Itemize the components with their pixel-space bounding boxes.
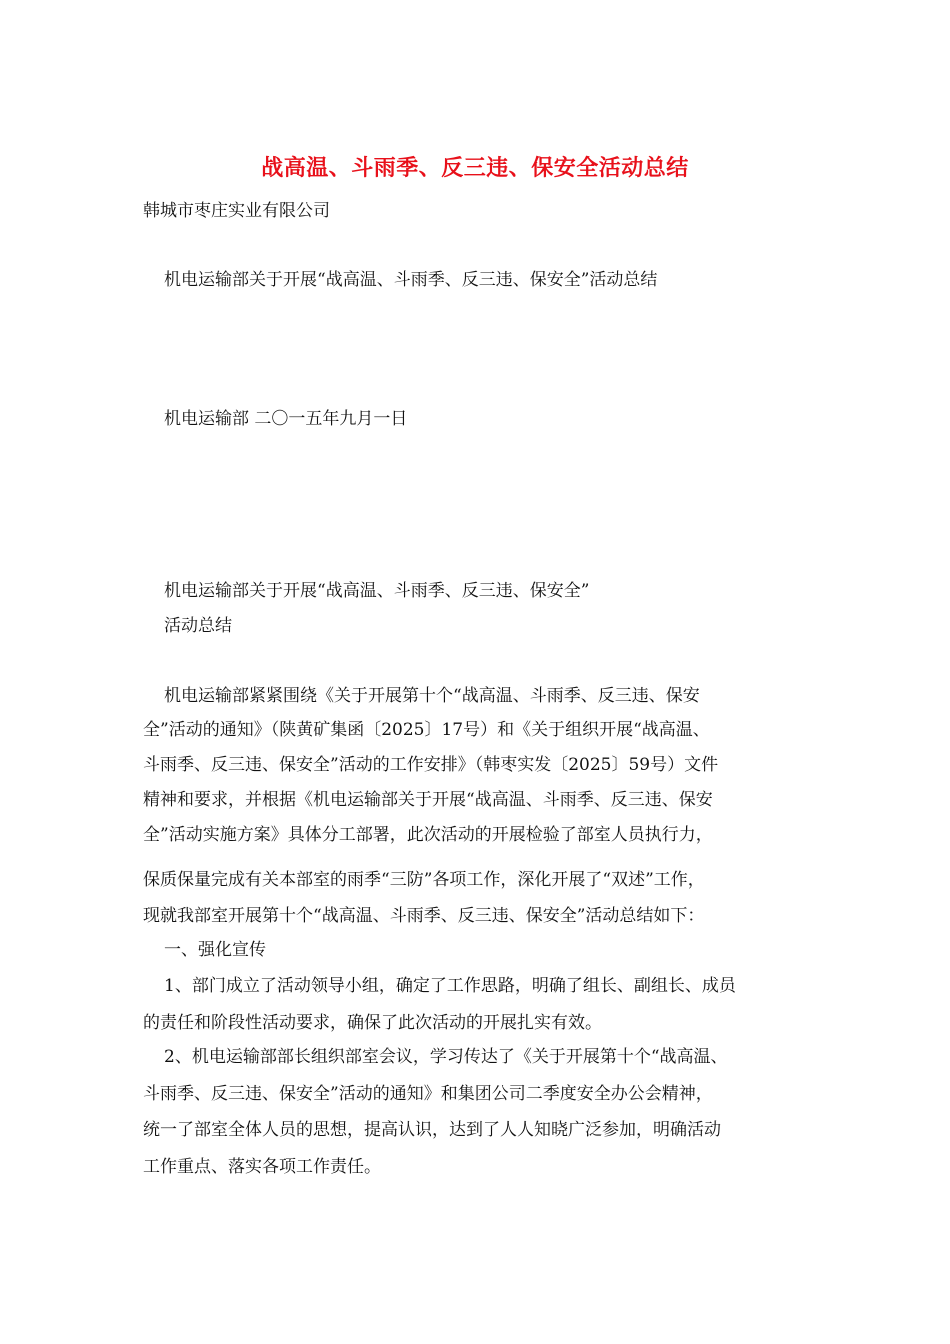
- paragraph-line: 全”活动实施方案》具体分工部署，此次活动的开展检验了部室人员执行力，: [143, 825, 713, 845]
- paragraph-line: 统一了部室全体人员的思想，提高认识，达到了人人知晓广泛参加，明确活动: [143, 1120, 721, 1140]
- section-heading-1: 一、强化宣传: [164, 940, 266, 960]
- section-heading-line-2: 活动总结: [164, 616, 232, 636]
- paragraph-line: 精神和要求，并根据《机电运输部关于开展“战高温、斗雨季、反三违、保安: [143, 790, 713, 810]
- company-name: 韩城市枣庄实业有限公司: [143, 201, 330, 221]
- document-subtitle: 机电运输部关于开展“战高温、斗雨季、反三违、保安全”活动总结: [164, 270, 658, 290]
- paragraph-line: 现就我部室开展第十个“战高温、斗雨季、反三违、保安全”活动总结如下：: [143, 906, 705, 926]
- paragraph-line: 斗雨季、反三违、保安全”活动的通知》和集团公司二季度安全办公会精神，: [143, 1084, 713, 1104]
- paragraph-line: 1、部门成立了活动领导小组，确定了工作思路，明确了组长、副组长、成员: [164, 976, 736, 996]
- paragraph-line: 全”活动的通知》（陕黄矿集函〔2025〕17号）和《关于组织开展“战高温、: [143, 720, 710, 740]
- paragraph-line: 2、机电运输部部长组织部室会议，学习传达了《关于开展第十个“战高温、: [164, 1047, 728, 1067]
- paragraph-line: 机电运输部紧紧围绕《关于开展第十个“战高温、斗雨季、反三违、保安: [164, 686, 700, 706]
- paragraph-line: 工作重点、落实各项工作责任。: [143, 1157, 381, 1177]
- section-heading-line-1: 机电运输部关于开展“战高温、斗雨季、反三违、保安全”: [164, 581, 590, 601]
- paragraph-line: 保质保量完成有关本部室的雨季“三防”各项工作，深化开展了“双述”工作，: [143, 870, 705, 890]
- paragraph-line: 斗雨季、反三违、保安全”活动的工作安排》（韩枣实发〔2025〕59号）文件: [143, 755, 719, 775]
- signature-date: 机电运输部 二〇一五年九月一日: [164, 409, 408, 429]
- paragraph-line: 的责任和阶段性活动要求，确保了此次活动的开展扎实有效。: [143, 1013, 602, 1033]
- document-title: 战高温、斗雨季、反三违、保安全活动总结: [261, 155, 689, 181]
